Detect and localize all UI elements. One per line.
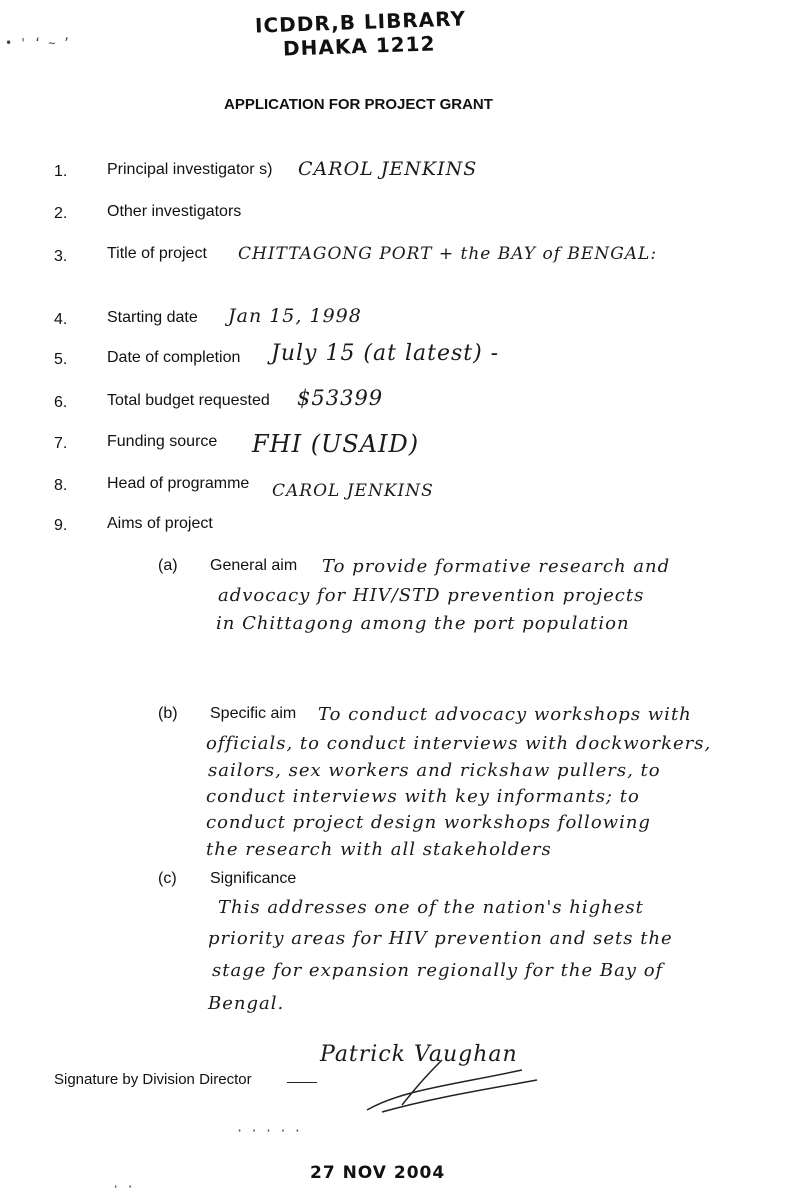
funding-source-value: FHI (USAID) (252, 430, 420, 458)
signature-label: Signature by Division Director (54, 1071, 252, 1088)
item-number: 9. (54, 517, 68, 534)
principal-investigator-value: CAROL JENKINS (298, 158, 478, 180)
scan-specks: · · (112, 1180, 134, 1194)
completion-date-value: July 15 (at latest) - (271, 341, 500, 366)
general-aim-line: advocacy for HIV/STD prevention projects (218, 585, 645, 606)
significance-line: stage for expansion regionally for the Bay of (212, 960, 664, 981)
specific-aim-line: officials, to conduct interviews with dockworkers, (206, 733, 712, 754)
item-number: 2. (54, 205, 68, 222)
item-label: Aims of project (107, 515, 213, 532)
specific-aim-line: the research with all stakeholders (206, 839, 552, 860)
specific-aim-line: conduct project design workshops following (206, 812, 651, 833)
specific-aim-line: conduct interviews with key informants; to (206, 786, 640, 807)
significance-line: priority areas for HIV prevention and sets the (208, 928, 673, 949)
item-number: 8. (54, 477, 68, 494)
handwritten-signature: Patrick Vaughan (320, 1042, 518, 1067)
item-label: Other investigators (107, 203, 242, 220)
budget-value: $53399 (297, 386, 384, 410)
aim-label: General aim (210, 557, 298, 574)
general-aim-line: in Chittagong among the port population (216, 613, 630, 634)
item-label: Date of completion (107, 349, 241, 366)
item-number: 4. (54, 311, 68, 328)
item-number: 3. (54, 248, 68, 265)
aim-letter: (b) (158, 705, 178, 722)
item-number: 5. (54, 351, 68, 368)
signature-flourish (362, 1050, 552, 1120)
item-label: Principal investigator s) (107, 161, 273, 178)
signature-line (287, 1082, 317, 1083)
item-label: Funding source (107, 433, 218, 450)
item-label: Title of project (107, 245, 207, 262)
library-stamp-line2: DHAKA 1212 (282, 31, 436, 61)
item-label: Total budget requested (107, 392, 270, 409)
item-number: 7. (54, 435, 68, 452)
item-number: 1. (54, 163, 68, 180)
head-of-programme-value: CAROL JENKINS (272, 481, 434, 501)
project-title-value: CHITTAGONG PORT + the BAY of BENGAL: (238, 244, 658, 264)
item-number: 6. (54, 394, 68, 411)
scan-specks: • ' ʻ ∼ ʼ (5, 36, 71, 50)
aim-label: Specific aim (210, 705, 297, 722)
starting-date-value: Jan 15, 1998 (228, 305, 362, 327)
specific-aim-line: sailors, sex workers and rickshaw pullers, to (208, 760, 661, 781)
general-aim-line: To provide formative research and (322, 556, 671, 577)
date-stamp: 27 NOV 2004 (310, 1163, 446, 1183)
aim-letter: (c) (158, 870, 177, 887)
specific-aim-line: To conduct advocacy workshops with (318, 704, 692, 725)
page-title: APPLICATION FOR PROJECT GRANT (224, 96, 493, 113)
library-stamp-line1: ICDDR,B LIBRARY (254, 6, 467, 38)
aim-label: Significance (210, 870, 297, 887)
scan-specks: · · · · · (236, 1124, 302, 1138)
significance-line: Bengal. (208, 993, 285, 1014)
significance-line: This addresses one of the nation's highest (218, 897, 644, 918)
aim-letter: (a) (158, 557, 178, 574)
item-label: Starting date (107, 309, 198, 326)
item-label: Head of programme (107, 475, 250, 492)
